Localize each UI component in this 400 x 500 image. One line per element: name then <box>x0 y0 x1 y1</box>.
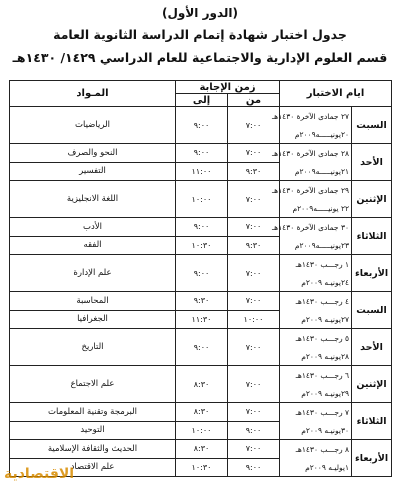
hijri-date: ٣٠ جمادى الآخرة ١٤٣٠هـ <box>280 218 352 237</box>
table-row <box>10 329 392 348</box>
time-to: ١٠:٣٠ <box>176 458 228 477</box>
subject-name: الجغرافيا <box>10 310 176 329</box>
table-row <box>10 421 392 440</box>
gregorian-date: ٢٩يونيـه ٢٠٠٩م <box>280 384 352 403</box>
gregorian-date: ٢٤يونيـه ٢٠٠٩م <box>280 273 352 292</box>
time-from: ٩:٣٠ <box>228 236 280 255</box>
time-from: ٧:٠٠ <box>228 440 280 459</box>
subject-name: البرمجة وتقنية المعلومات <box>10 403 176 422</box>
round-label: (الدور الأول) <box>162 6 238 20</box>
time-to: ١١:٣٠ <box>176 310 228 329</box>
subject-name: علم الإدارة <box>10 255 176 292</box>
table-row <box>10 218 392 237</box>
table-title: جدول اختبار شهادة إتمام الدراسة الثانوية العامة <box>53 27 347 42</box>
table-row <box>10 292 392 311</box>
time-from: ٧:٠٠ <box>228 218 280 237</box>
table-row <box>10 310 392 329</box>
exam-day: الإثنين <box>352 366 392 403</box>
time-from: ١٠:٠٠ <box>228 310 280 329</box>
hijri-date: ٧ رجـــب ١٤٣٠هـ <box>280 403 352 422</box>
subject-name: المحاسبة <box>10 292 176 311</box>
table-row <box>10 144 392 163</box>
time-from: ٧:٠٠ <box>228 403 280 422</box>
exam-day: الأحد <box>352 144 392 181</box>
subject-name: علم الاقتصاد <box>10 458 176 477</box>
exam-day: الثلاثاء <box>352 218 392 255</box>
subject-name: النحو والصرف <box>10 144 176 163</box>
time-from: ٩:٠٠ <box>228 458 280 477</box>
gregorian-date: ٢٣يونيـــــه٢٠٠٩م <box>280 236 352 255</box>
time-to: ٩:٠٠ <box>176 144 228 163</box>
hijri-date: ٢٧ جمادى الآخرة ١٤٣٠هـ <box>280 107 352 126</box>
time-from: ٧:٠٠ <box>228 144 280 163</box>
time-to: ١٠:٠٠ <box>176 181 228 218</box>
time-from: ٩:٠٠ <box>228 421 280 440</box>
exam-schedule-table <box>9 80 392 477</box>
exam-day: السبت <box>352 292 392 329</box>
hijri-date: ٢٨ جمادى الآخرة ١٤٣٠هـ <box>280 144 352 163</box>
exam-day: الثلاثاء <box>352 403 392 440</box>
time-to: ٩:٠٠ <box>176 255 228 292</box>
subject-name: الفقه <box>10 236 176 255</box>
gregorian-date: ٢٧يونيـه ٢٠٠٩م <box>280 310 352 329</box>
time-to: ٨:٣٠ <box>176 403 228 422</box>
table-row <box>10 181 392 200</box>
hijri-date: ٦ رجـــب ١٤٣٠هـ <box>280 366 352 385</box>
gregorian-date: ٢٠يونيـــــه٢٠٠٩م <box>280 125 352 144</box>
gregorian-date: ٢٨يونيـه ٢٠٠٩م <box>280 347 352 366</box>
time-to: ٩:٣٠ <box>176 292 228 311</box>
section-title: قسم العلوم الإدارية والاجتماعية للعام الدراسي ١٤٢٩/ ١٤٣٠هـ <box>12 50 388 65</box>
hijri-date: ٢٩ جمادى الآخرة ١٤٣٠هـ <box>280 181 352 200</box>
time-from: ٩:٣٠ <box>228 162 280 181</box>
time-from: ٧:٠٠ <box>228 255 280 292</box>
time-to: ٩:٠٠ <box>176 329 228 366</box>
gregorian-date: ٢٢ يونيـــــه٢٠٠٩م <box>280 199 352 218</box>
exam-day: الإثنين <box>352 181 392 218</box>
gregorian-date: ٢١يونيـــــه٢٠٠٩م <box>280 162 352 181</box>
time-to: ٩:٠٠ <box>176 107 228 144</box>
time-to: ١٠:٣٠ <box>176 236 228 255</box>
subject-name: اللغة الانجليزية <box>10 181 176 218</box>
exam-day: الأربعاء <box>352 255 392 292</box>
table-row <box>10 162 392 181</box>
header-subjects: المـواد <box>10 81 176 107</box>
subject-name: الأدب <box>10 218 176 237</box>
newspaper-logo: الاقتصادية <box>4 466 75 482</box>
subject-name: الحديث والثقافة الإسلامية <box>10 440 176 459</box>
table-row <box>10 107 392 126</box>
table-row <box>10 236 392 255</box>
hijri-date: ١ رجـــب ١٤٣٠هـ <box>280 255 352 274</box>
hijri-date: ٥ رجـــب ١٤٣٠هـ <box>280 329 352 348</box>
time-to: ١٠:٠٠ <box>176 421 228 440</box>
subject-name: التفسير <box>10 162 176 181</box>
time-from: ٧:٠٠ <box>228 292 280 311</box>
table-row <box>10 440 392 459</box>
header-exam-days: ايام الاختبار <box>280 81 392 107</box>
exam-day: الأربعاء <box>352 440 392 477</box>
time-from: ٧:٠٠ <box>228 107 280 144</box>
time-from: ٧:٠٠ <box>228 181 280 218</box>
time-to: ٨:٣٠ <box>176 366 228 403</box>
gregorian-date: ٣٠يونيـه ٢٠٠٩م <box>280 421 352 440</box>
hijri-date: ٨ رجـــب ١٤٣٠هـ <box>280 440 352 459</box>
time-to: ٩:٠٠ <box>176 218 228 237</box>
gregorian-date: ١يوليـه ٢٠٠٩م <box>280 458 352 477</box>
time-to: ١١:٠٠ <box>176 162 228 181</box>
subject-name: الرياضيات <box>10 107 176 144</box>
subject-name: التوحيد <box>10 421 176 440</box>
table-row <box>10 255 392 274</box>
hijri-date: ٤ رجـــب ١٤٣٠هـ <box>280 292 352 311</box>
table-row <box>10 366 392 385</box>
time-from: ٧:٠٠ <box>228 366 280 403</box>
subject-name: التاريخ <box>10 329 176 366</box>
header-from: من <box>228 94 280 107</box>
time-to: ٨:٣٠ <box>176 440 228 459</box>
exam-day: الأحد <box>352 329 392 366</box>
header-to: إلى <box>176 94 228 107</box>
header-answer-time: زمن الإجابة <box>176 81 280 94</box>
exam-day: السبت <box>352 107 392 144</box>
table-row <box>10 403 392 422</box>
time-from: ٧:٠٠ <box>228 329 280 366</box>
subject-name: علم الاجتماع <box>10 366 176 403</box>
